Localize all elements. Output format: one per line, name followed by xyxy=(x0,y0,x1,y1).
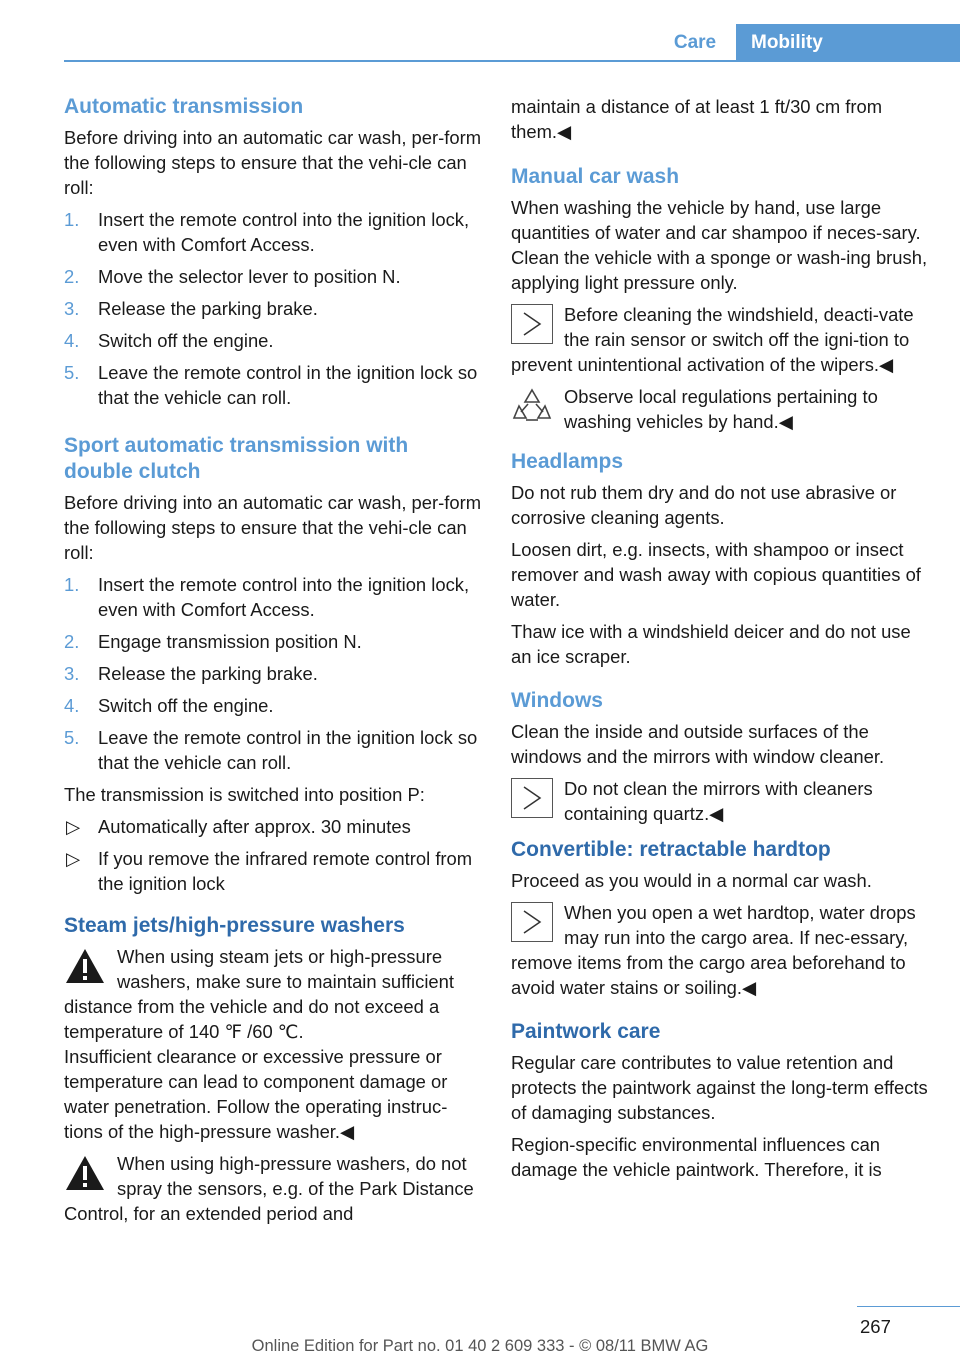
list-item: 2. Engage transmission position N. xyxy=(64,631,362,652)
paragraph: Before driving into an automatic car wash, per-form the following steps to ensure that the vehi-cle can roll: xyxy=(64,127,482,198)
section-title-windows: Windows xyxy=(511,689,603,712)
paragraph: Before driving into an automatic car wash, per-form the following steps to ensure that the vehi-cle can roll: xyxy=(64,492,482,563)
tab-care[interactable]: Care xyxy=(673,32,717,53)
paragraph: Proceed as you would in a normal car wash. xyxy=(511,870,872,891)
list-item: 3. Release the parking brake. xyxy=(64,298,318,319)
header-rule xyxy=(64,60,960,62)
warning-icon xyxy=(64,1153,106,1193)
steps-list-sport xyxy=(64,572,482,775)
environment-note: Observe local regulations pertaining to washing vehicles by hand.◀ xyxy=(511,384,931,434)
list-item: 4. Switch off the engine. xyxy=(64,695,274,716)
info-note: Do not clean the mirrors with cleaners containing quartz.◀ xyxy=(511,776,931,826)
tab-mobility[interactable]: Mobility xyxy=(736,24,960,60)
header-bar xyxy=(0,24,960,62)
section-title-paintwork-care: Paintwork care xyxy=(511,1020,661,1043)
recycle-icon xyxy=(511,386,553,426)
warning-icon xyxy=(64,946,106,986)
arrow-right-icon xyxy=(511,778,553,818)
info-note: When you open a wet hardtop, water drops may run into the cargo area. If nec-essary, remove items from the cargo area beforehand to avoid water stains or soiling.◀ xyxy=(511,902,916,998)
paragraph: Clean the inside and outside surfaces of the windows and the mirrors with window cleaner. xyxy=(511,721,885,767)
paragraph: When washing the vehicle by hand, use large quantities of water and car shampoo if neces-sary. Clean the vehicle with a sponge or wash-ing brush, applying light pressure only. xyxy=(511,197,928,293)
section-title-manual-car-wash: Manual car wash xyxy=(511,165,680,188)
list-item: 2. Move the selector lever to position N. xyxy=(64,266,401,287)
paragraph: maintain a distance of at least 1 ft/30 cm from them.◀ xyxy=(511,96,883,142)
section-title-headlamps: Headlamps xyxy=(511,450,624,473)
left-column xyxy=(64,94,482,1233)
footer-rule xyxy=(857,1306,960,1307)
section-title-automatic-transmission: Automatic transmission xyxy=(64,95,304,118)
steps-list-automatic xyxy=(64,207,482,410)
warning-note: When using high-pressure washers, do not spray the sensors, e.g. of the Park Distance Control, for an extended period and xyxy=(64,1153,474,1224)
list-item: ▷ If you remove the infrared remote control from the ignition lock xyxy=(66,848,473,894)
page-number: 267 xyxy=(860,1316,891,1337)
list-item: 5. Leave the remote control in the ignition lock so that the vehicle can roll. xyxy=(64,362,478,408)
section-title-convertible: Convertible: retractable hardtop xyxy=(511,838,831,861)
arrow-right-icon xyxy=(511,902,553,942)
list-item: 1. Insert the remote control into the ignition lock, even with Comfort Access. xyxy=(64,574,470,620)
paragraph: Thaw ice with a windshield deicer and do not use an ice scraper. xyxy=(511,621,911,667)
warning-note: When using steam jets or high-pressure washers, make sure to maintain sufficient distance from the vehicle and do not exceed a temperature of 140 ℉ /60 ℃. Insufficient clearance or excessive pressure or temperature can lead to component damage or water penetration. Follow the operating instruc-tions of the high-pressure washer.◀ xyxy=(64,946,454,1142)
footer-text: Online Edition for Part no. 01 40 2 609 333 - © 08/11 BMW AG xyxy=(251,1337,709,1355)
list-item: 4. Switch off the engine. xyxy=(64,330,274,351)
list-item: 5. Leave the remote control in the ignition lock so that the vehicle can roll. xyxy=(64,727,478,773)
info-note: Before cleaning the windshield, deacti-vate the rain sensor or switch off the igni-tion to prevent unintentional activation of the wipers.◀ xyxy=(511,304,914,375)
list-item: 1. Insert the remote control into the ignition lock, even with Comfort Access. xyxy=(64,209,470,255)
paragraph: The transmission is switched into position P: xyxy=(64,784,425,805)
list-item: 3. Release the parking brake. xyxy=(64,663,318,684)
bullet-list xyxy=(64,814,482,896)
paragraph: Do not rub them dry and do not use abrasive or corrosive cleaning agents. xyxy=(511,482,897,528)
right-column xyxy=(511,94,931,1189)
section-title-steam-jets: Steam jets/high-pressure washers xyxy=(64,914,405,937)
paragraph: Region-specific environmental influences can damage the vehicle paintwork. Therefore, it is xyxy=(511,1134,882,1180)
paragraph: Loosen dirt, e.g. insects, with shampoo or insect remover and wash away with copious quantities of water. xyxy=(511,539,921,610)
arrow-right-icon xyxy=(511,304,553,344)
section-title-sport-automatic: Sport automatic transmission with double clutch xyxy=(64,434,409,483)
paragraph: Regular care contributes to value retention and protects the paintwork against the long-term effects of damaging substances. xyxy=(511,1052,928,1123)
list-item: ▷ Automatically after approx. 30 minutes xyxy=(66,816,411,837)
